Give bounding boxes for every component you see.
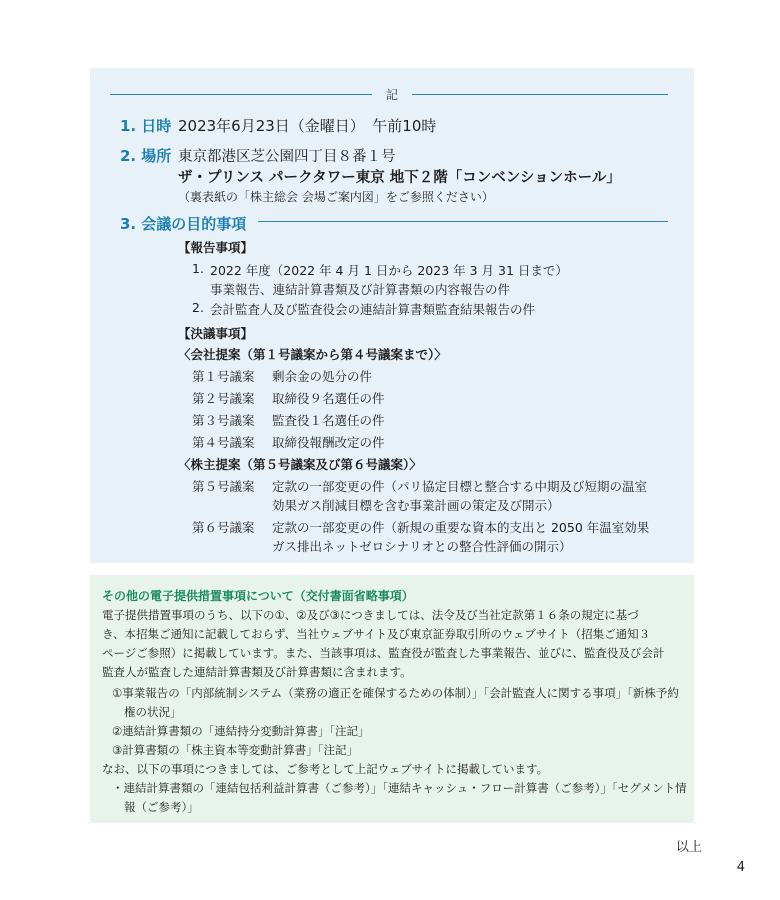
electronic-para-line-1: 電子提供措置事項のうち、以下の①、②及び③につきましては、法令及び当社定款第１６条の規定に基づ xyxy=(102,608,639,622)
ki-divider-left xyxy=(110,94,372,95)
report-item-1-line1: 2022 年度（2022 年 4 月 1 日から 2023 年 3 月 31 日まで） xyxy=(210,263,568,278)
list-item-1-line1: ①事業報告の「内部統制システム（業務の適正を確保するための体制）」「会計監査人に関する事項」「新株予約 xyxy=(112,686,679,700)
electronic-title: その他の電子提供措置事項について（交付書面省略事項） xyxy=(102,589,414,603)
bullet-line2: 報（ご参考）」 xyxy=(124,800,199,814)
electronic-para-line-2: き、本招集ご通知に記載しておらず、当社ウェブサイト及び東京証券取引所のウェブサイト（招集ご通知３ xyxy=(102,627,651,641)
proposal-2-title: 取締役９名選任の件 xyxy=(272,391,385,406)
proposal-4-title: 取締役報酬改定の件 xyxy=(272,435,385,450)
closing-ijo: 以上 xyxy=(675,840,702,855)
place-num: 2. xyxy=(120,147,137,165)
purpose-num: 3. xyxy=(120,215,137,233)
page-number: 4 xyxy=(736,860,745,875)
proposal-3-title: 監査役１名選任の件 xyxy=(272,413,385,428)
item-place xyxy=(120,145,171,166)
proposal-4-num: 第４号議案 xyxy=(192,435,255,450)
place-note: （裏表紙の「株主総会 会場ご案内図」をご参照ください） xyxy=(178,190,494,204)
place-venue: ザ・プリンス パークタワー東京 地下２階「コンベンションホール」 xyxy=(178,170,621,186)
proposal-6-num: 第６号議案 xyxy=(192,520,255,535)
place-address: 東京都港区芝公園四丁目８番１号 xyxy=(178,149,396,165)
company-proposals-header: 〈会社提案（第１号議案から第４号議案まで）〉 xyxy=(178,347,447,362)
ki-mark: 記 xyxy=(385,88,398,102)
shareholder-proposals-header: 〈株主提案（第５号議案及び第６号議案）〉 xyxy=(178,457,422,472)
electronic-para-line-4: 監査人が監査した連結計算書類及び計算書類に含まれます。 xyxy=(102,665,412,679)
proposal-5-line1: 定款の一部変更の件（パリ協定目標と整合する中期及び短期の温室 xyxy=(272,479,648,494)
datetime-value: 2023年6月23日（金曜日） 午前10時 xyxy=(178,117,437,135)
place-label: 場所 xyxy=(141,147,172,165)
datetime-num: 1. xyxy=(120,117,137,135)
note-line: なお、以下の事項につきましては、ご参考として上記ウェブサイトに掲載しています。 xyxy=(102,762,549,776)
proposal-3-num: 第３号議案 xyxy=(192,413,255,428)
list-item-1-line2: 権の状況」 xyxy=(124,705,182,719)
datetime-label: 日時 xyxy=(141,117,172,135)
list-item-3: ③計算書類の「株主資本等変動計算書」「注記」 xyxy=(112,743,359,757)
proposal-6-line1: 定款の一部変更の件（新規の重要な資本的支出と 2050 年温室効果 xyxy=(272,520,650,535)
ki-divider-right xyxy=(412,94,668,95)
item-purpose xyxy=(120,213,246,234)
report-item-1-num: 1. xyxy=(192,261,204,276)
resolution-header: 【決議事項】 xyxy=(178,326,254,341)
report-item-1-line2: 事業報告、連結計算書類及び計算書類の内容報告の件 xyxy=(210,282,511,297)
proposal-1-title: 剰余金の処分の件 xyxy=(272,369,373,384)
report-header: 【報告事項】 xyxy=(178,240,254,255)
proposal-5-num: 第５号議案 xyxy=(192,479,255,494)
proposal-2-num: 第２号議案 xyxy=(192,391,255,406)
proposal-5-line2: 効果ガス削減目標を含む事業計画の策定及び開示） xyxy=(272,498,560,513)
purpose-divider xyxy=(258,221,668,222)
item-datetime xyxy=(120,115,171,136)
list-item-2: ②連結計算書類の「連結持分変動計算書」「注記」 xyxy=(112,724,370,738)
report-item-2-num: 2. xyxy=(192,300,204,315)
report-item-2-line1: 会計監査人及び監査役会の連結計算書類監査結果報告の件 xyxy=(210,302,536,317)
proposal-1-num: 第１号議案 xyxy=(192,369,255,384)
purpose-label: 会議の目的事項 xyxy=(141,215,247,233)
proposal-6-line2: ガス排出ネットゼロシナリオとの整合性評価の開示） xyxy=(272,539,572,554)
electronic-para-line-3: ページご参照）に掲載しています。また、当該事項は、監査役が監査した事業報告、並びに、監査役及び会計 xyxy=(102,646,665,660)
bullet-line1: ・連結計算書類の「連結包括利益計算書（ご参考）」「連結キャッシュ・フロー計算書（ご参考）」「セグメント情 xyxy=(112,781,687,795)
